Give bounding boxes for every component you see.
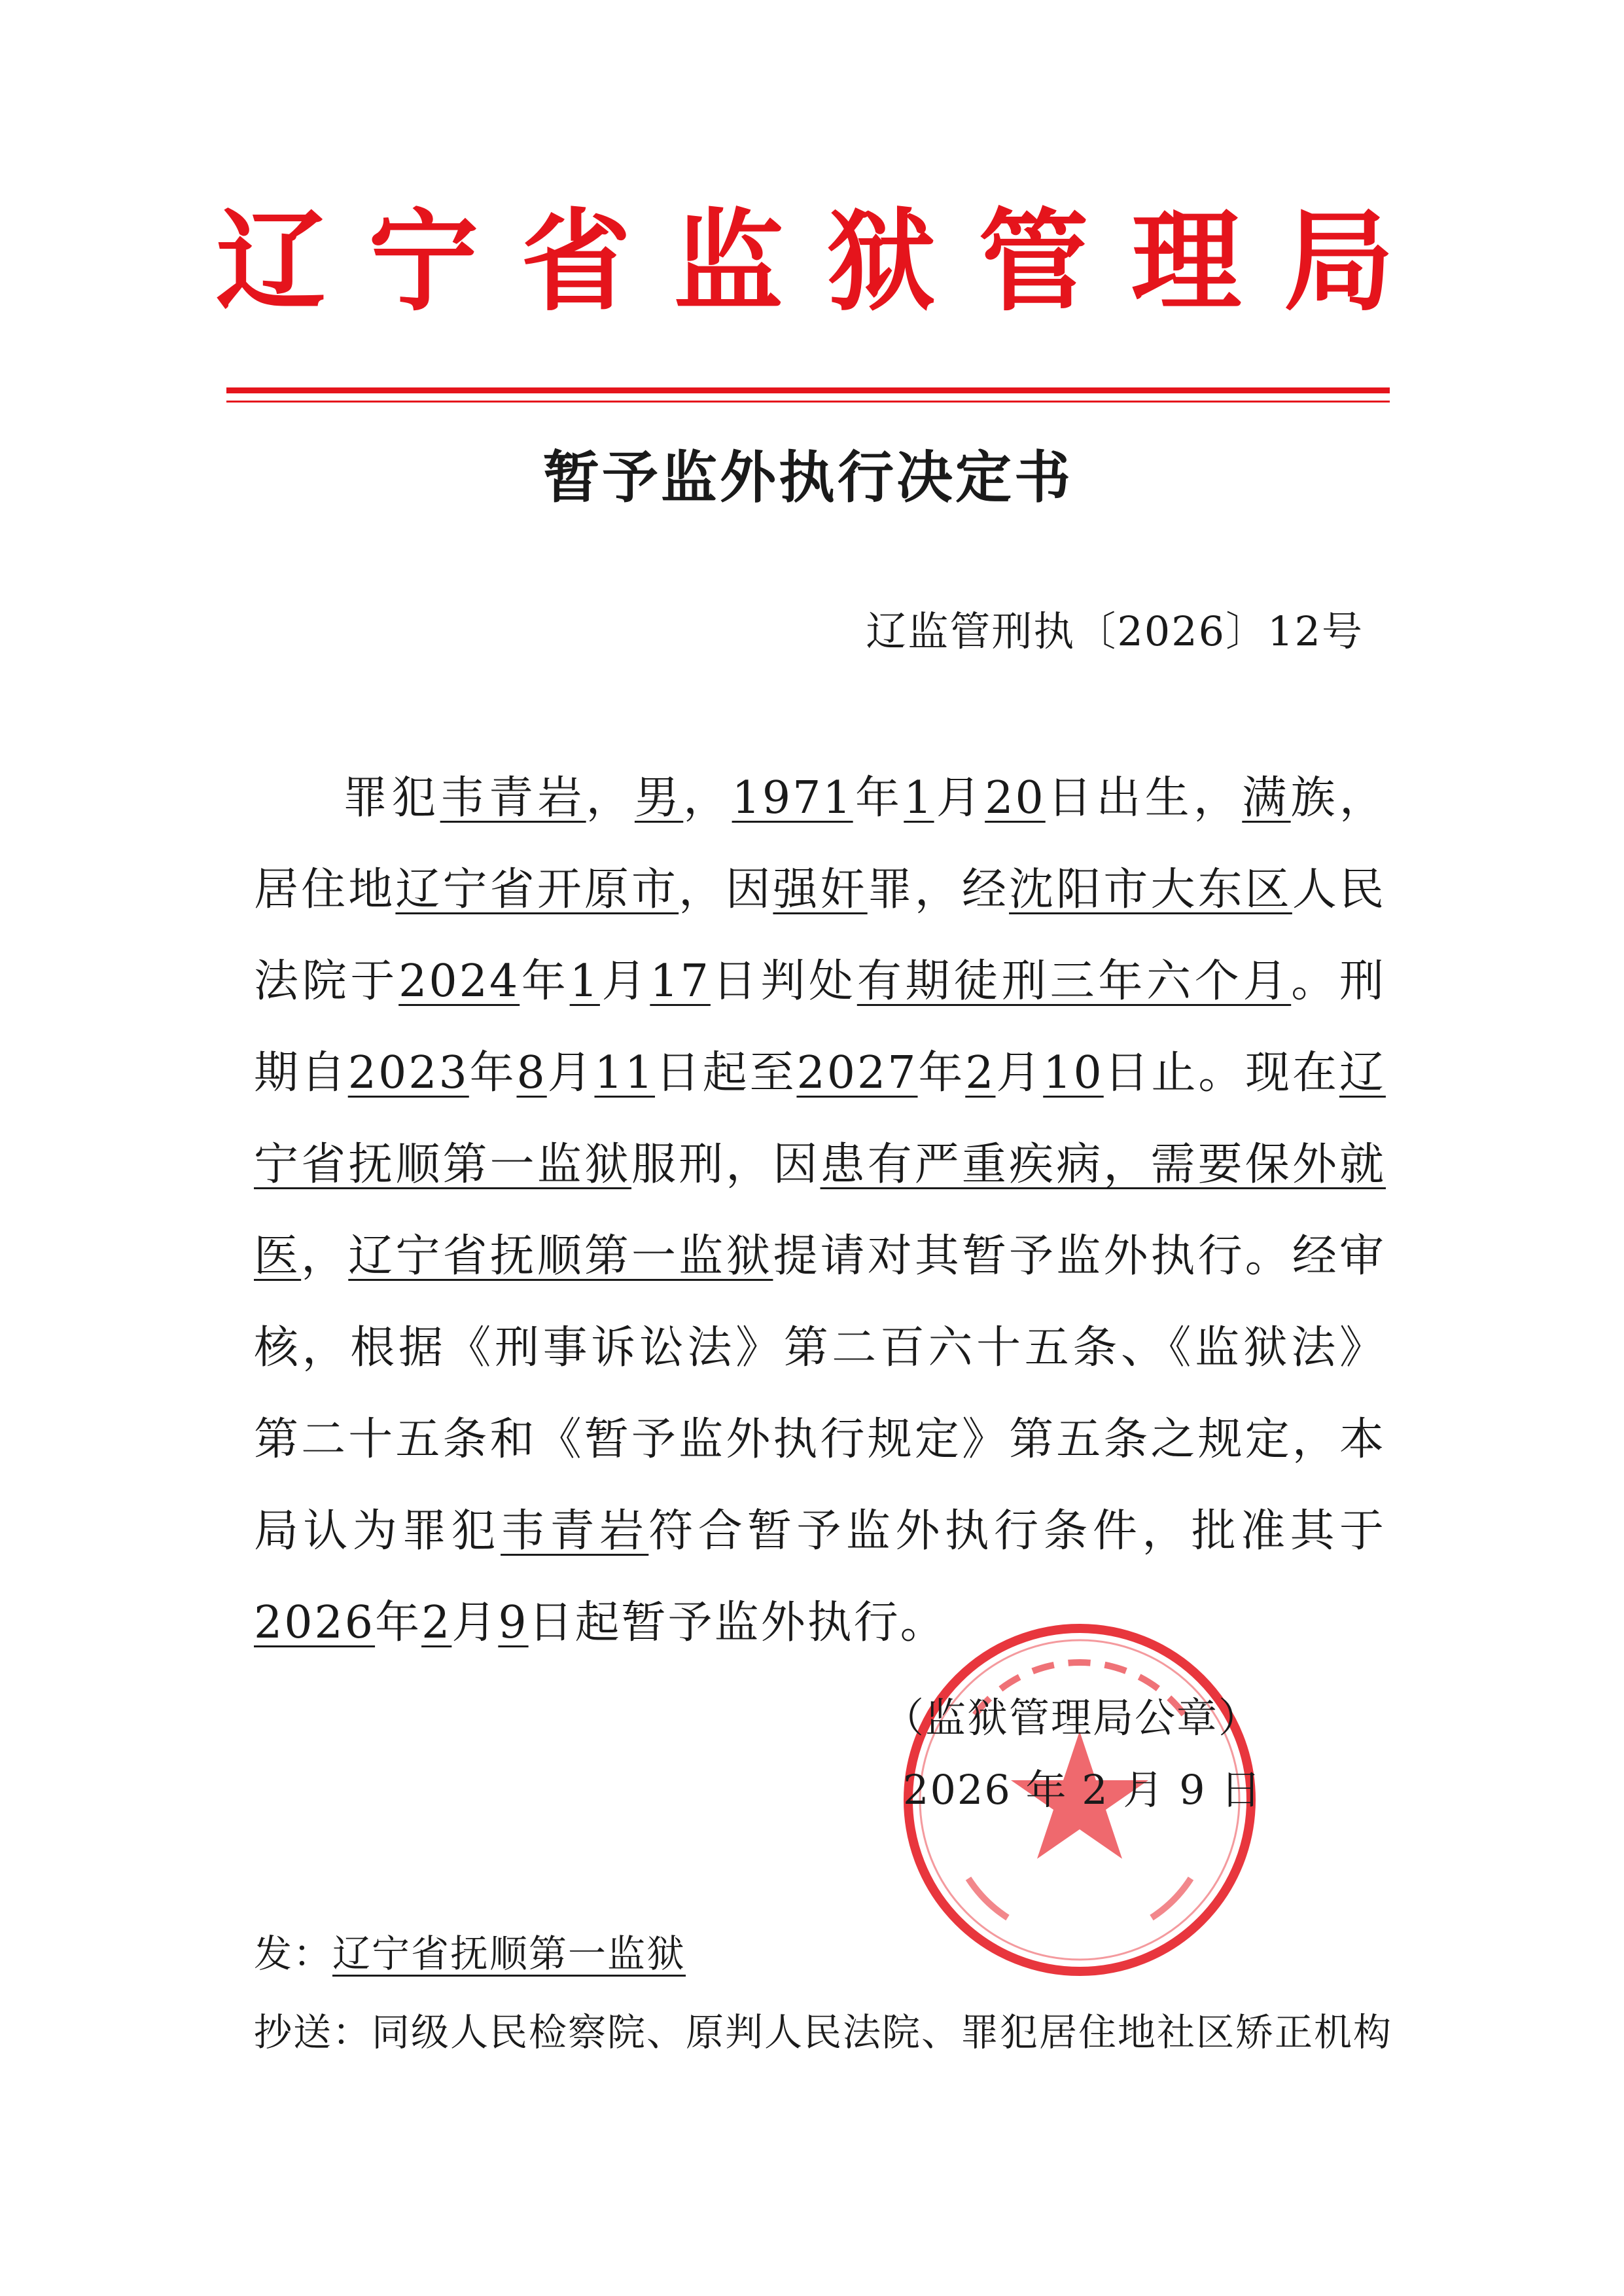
body-text: 提请对其暂予监外执行。经审核，根据《刑事诉讼法》第二百六十五条、《监狱法》第二十五条和《暂予监外执行规定》第五条之规定，本局认为罪犯	[254, 1230, 1386, 1557]
sentence: 有期徒刑三年六个月	[856, 956, 1292, 1007]
body-text: 年	[375, 1597, 422, 1649]
issuer-char: 监	[673, 198, 784, 326]
seal-caption: （监狱管理局公章）	[883, 1694, 1261, 1742]
term-end-month: 2	[965, 1047, 996, 1099]
body-text: 日起暂予监外执行。	[528, 1597, 947, 1649]
body-text: 日出生，	[1045, 772, 1243, 824]
carbon-copy	[254, 2003, 1392, 2062]
prisoner-name: 韦青岩	[501, 1505, 649, 1557]
term-start-year: 2023	[347, 1047, 469, 1099]
issuer-char: 管	[978, 198, 1089, 326]
issuer-char: 局	[1283, 198, 1394, 326]
reason: 患有严重疾病，需要保外就医	[254, 1139, 1386, 1282]
term-start-day: 11	[594, 1047, 656, 1099]
body-text: 年	[468, 1047, 517, 1099]
carbon-copy-recipients: 同级人民检察院、原判人民法院、罪犯居住地社区矫正机构	[372, 2010, 1393, 2054]
document-number: 辽监管刑执〔2026〕12号	[866, 607, 1364, 655]
residence: 辽宁省开原市	[395, 864, 679, 916]
birth-year: 1971	[732, 772, 853, 824]
body-text: 月	[546, 1047, 595, 1099]
document-title: 暂予监外执行决定书	[543, 444, 1073, 511]
judgment-day: 17	[650, 956, 711, 1007]
birth-month: 1	[904, 772, 934, 824]
crime: 强奸	[773, 864, 868, 916]
judgment-month: 1	[569, 956, 600, 1007]
body-text: ，	[586, 772, 635, 824]
body-text: 月	[934, 772, 985, 824]
carbon-copy-label: 抄送：	[254, 2010, 372, 2054]
body-text: 年	[917, 1047, 966, 1099]
issuer-char: 省	[521, 198, 631, 326]
prisoner-gender: 男	[634, 772, 684, 824]
approval-day: 9	[498, 1597, 529, 1649]
requesting-prison: 辽宁省抚顺第一监狱	[348, 1230, 773, 1282]
body-text: 族，居住地	[254, 772, 1386, 916]
distribution-to	[254, 1924, 686, 1983]
issuer-char: 理	[1131, 198, 1241, 326]
body-text: ，因	[679, 864, 773, 916]
term-start-month: 8	[516, 1047, 547, 1099]
body-text: 年	[520, 956, 570, 1007]
distribution-to-recipient: 辽宁省抚顺第一监狱	[332, 1931, 686, 1976]
body-text: 日判处	[710, 956, 857, 1007]
body-text: 月	[995, 1047, 1044, 1099]
ethnicity: 满	[1242, 772, 1291, 824]
prisoner-name: 韦青岩	[440, 772, 586, 824]
body-text: 月	[599, 956, 650, 1007]
body-text: 日起至	[655, 1047, 797, 1099]
body-text: 。刑期自	[254, 956, 1386, 1099]
issuer-header	[216, 196, 1394, 327]
body-text: 罪，经	[867, 864, 1010, 916]
body-text: 服刑，因	[631, 1139, 821, 1191]
body-text: 罪犯	[343, 772, 440, 824]
distribution-to-label: 发：	[254, 1931, 333, 1976]
judgment-year: 2024	[398, 956, 520, 1007]
birth-day: 20	[985, 772, 1046, 824]
body-text: 年	[853, 772, 904, 824]
body-text: 符合暂予监外执行条件，批准其于	[648, 1505, 1386, 1557]
issuer-char: 狱	[826, 198, 936, 326]
body-text: 日止。现在	[1103, 1047, 1339, 1099]
decision-body	[254, 753, 1386, 1669]
body-text: ，	[301, 1230, 349, 1282]
court: 沈阳市大东区	[1009, 864, 1292, 916]
header-divider-thin	[226, 401, 1390, 403]
approval-month: 2	[421, 1597, 452, 1649]
term-end-day: 10	[1043, 1047, 1104, 1099]
body-text: 人民法院于	[254, 864, 1386, 1007]
body-text: 月	[451, 1597, 499, 1649]
issue-date: 2026 年 2 月 9 日	[903, 1766, 1263, 1814]
term-end-year: 2027	[796, 1047, 918, 1099]
prison: 辽宁省抚顺第一监狱	[254, 1047, 1386, 1191]
body-text: ，	[683, 772, 732, 824]
header-divider-thick	[226, 387, 1390, 393]
approval-year: 2026	[254, 1597, 376, 1649]
issuer-char: 宁	[368, 198, 479, 326]
issuer-char: 辽	[216, 198, 326, 326]
